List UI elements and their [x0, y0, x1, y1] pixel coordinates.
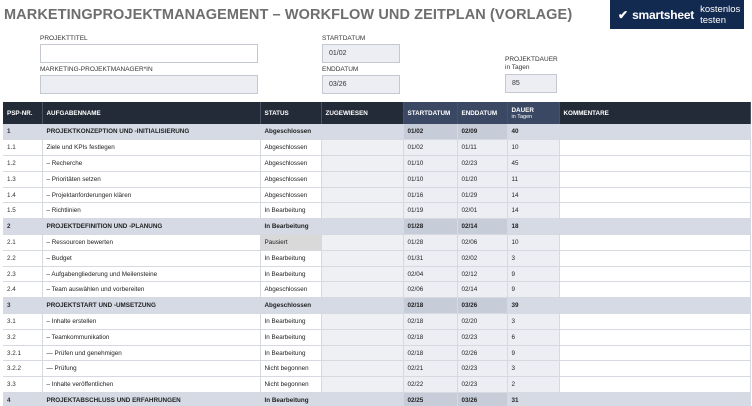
cell-id[interactable]: 2 — [3, 219, 42, 235]
table-row[interactable] — [3, 314, 750, 330]
cell-duration[interactable]: 18 — [507, 219, 559, 235]
table-row[interactable] — [3, 203, 750, 219]
table-row[interactable] — [3, 393, 750, 406]
cell-duration[interactable]: 10 — [507, 235, 559, 251]
cell-id[interactable]: 2.1 — [3, 235, 42, 251]
cell-status[interactable]: In Bearbeitung — [260, 203, 321, 219]
col-header-start[interactable]: STARTDATUM — [403, 102, 457, 124]
table-row[interactable] — [3, 329, 750, 345]
cell-duration[interactable]: 9 — [507, 282, 559, 298]
cell-comments[interactable] — [559, 140, 750, 156]
cell-task[interactable]: – Team auswählen und vorbereiten — [42, 282, 260, 298]
cell-assigned[interactable] — [321, 187, 403, 203]
cell-duration[interactable]: 9 — [507, 345, 559, 361]
project-duration-label: PROJEKTDAUER — [505, 56, 558, 63]
cell-id[interactable]: 3.2 — [3, 329, 42, 345]
cell-start[interactable]: 02/04 — [403, 266, 457, 282]
cell-comments[interactable] — [559, 156, 750, 172]
cell-status[interactable]: In Bearbeitung — [260, 266, 321, 282]
table-row[interactable] — [3, 124, 750, 140]
table-row[interactable] — [3, 171, 750, 187]
start-date-label: STARTDATUM — [322, 35, 366, 42]
cell-start[interactable]: 01/28 — [403, 219, 457, 235]
cell-task[interactable]: – Aufgabengliederung und Meilensteine — [42, 266, 260, 282]
manager-label: MARKETING-PROJEKTMANAGER*IN — [40, 66, 153, 73]
cell-start[interactable]: 02/21 — [403, 361, 457, 377]
cell-comments[interactable] — [559, 282, 750, 298]
cell-comments[interactable] — [559, 203, 750, 219]
cell-comments[interactable] — [559, 124, 750, 140]
start-date-field[interactable]: 01/02 — [322, 44, 400, 63]
cell-task[interactable]: – Inhalte erstellen — [42, 314, 260, 330]
cell-start[interactable]: 02/18 — [403, 345, 457, 361]
cell-end[interactable]: 02/14 — [457, 282, 507, 298]
table-row[interactable] — [3, 250, 750, 266]
project-title-input[interactable] — [40, 44, 258, 63]
cell-comments[interactable] — [559, 361, 750, 377]
cell-id[interactable]: 2.3 — [3, 266, 42, 282]
cell-status[interactable]: Pausiert — [260, 235, 321, 251]
cell-start[interactable]: 01/28 — [403, 235, 457, 251]
cell-comments[interactable] — [559, 329, 750, 345]
cell-end[interactable]: 01/11 — [457, 140, 507, 156]
cell-task[interactable]: – Budget — [42, 250, 260, 266]
cell-comments[interactable] — [559, 187, 750, 203]
cell-status[interactable]: Abgeschlossen — [260, 282, 321, 298]
cell-duration[interactable]: 3 — [507, 250, 559, 266]
cell-start[interactable]: 01/31 — [403, 250, 457, 266]
cell-assigned[interactable] — [321, 203, 403, 219]
cell-comments[interactable] — [559, 377, 750, 393]
cell-task[interactable]: – Prioritäten setzen — [42, 171, 260, 187]
cell-status[interactable]: Abgeschlossen — [260, 171, 321, 187]
table-row[interactable] — [3, 219, 750, 235]
cell-duration[interactable]: 10 — [507, 140, 559, 156]
cell-status[interactable]: In Bearbeitung — [260, 250, 321, 266]
cell-start[interactable]: 01/02 — [403, 140, 457, 156]
cell-task[interactable]: — Prüfen und genehmigen — [42, 345, 260, 361]
col-header-status[interactable]: STATUS — [260, 102, 321, 124]
end-date-field[interactable]: 03/26 — [322, 75, 400, 94]
cell-comments[interactable] — [559, 266, 750, 282]
cell-duration[interactable]: 3 — [507, 361, 559, 377]
smartsheet-check-icon: ✔ — [618, 7, 629, 22]
cell-start[interactable]: 01/19 — [403, 203, 457, 219]
cell-duration[interactable]: 14 — [507, 203, 559, 219]
cell-status[interactable]: In Bearbeitung — [260, 219, 321, 235]
cell-id[interactable]: 1.5 — [3, 203, 42, 219]
cell-id[interactable]: 1 — [3, 124, 42, 140]
table-row[interactable] — [3, 361, 750, 377]
cell-duration[interactable]: 3 — [507, 314, 559, 330]
cell-assigned[interactable] — [321, 266, 403, 282]
cell-comments[interactable] — [559, 235, 750, 251]
cell-comments[interactable] — [559, 298, 750, 314]
cell-duration[interactable]: 6 — [507, 329, 559, 345]
cell-end[interactable]: 03/26 — [457, 298, 507, 314]
cell-id[interactable]: 3 — [3, 298, 42, 314]
cell-task[interactable]: – Recherche — [42, 156, 260, 172]
cell-duration[interactable]: 14 — [507, 187, 559, 203]
table-row[interactable] — [3, 140, 750, 156]
cell-task[interactable]: — Prüfung — [42, 361, 260, 377]
cell-assigned[interactable] — [321, 124, 403, 140]
cell-end[interactable]: 02/01 — [457, 203, 507, 219]
cell-assigned[interactable] — [321, 282, 403, 298]
cell-end[interactable]: 03/26 — [457, 393, 507, 406]
cell-assigned[interactable] — [321, 250, 403, 266]
page-title: MARKETINGPROJEKTMANAGEMENT – WORKFLOW UND ZEITPLAN (VORLAGE) — [4, 7, 573, 23]
cell-start[interactable]: 02/18 — [403, 329, 457, 345]
cell-end[interactable]: 01/29 — [457, 187, 507, 203]
cell-start[interactable]: 02/25 — [403, 393, 457, 406]
cell-start[interactable]: 01/10 — [403, 156, 457, 172]
cell-status[interactable]: In Bearbeitung — [260, 329, 321, 345]
cell-end[interactable]: 02/06 — [457, 235, 507, 251]
cell-start[interactable]: 01/10 — [403, 171, 457, 187]
cell-comments[interactable] — [559, 171, 750, 187]
cell-start[interactable]: 02/06 — [403, 282, 457, 298]
project-title-label: PROJEKTTITEL — [40, 35, 88, 42]
cell-id[interactable]: 3.1 — [3, 314, 42, 330]
cell-comments[interactable] — [559, 250, 750, 266]
col-header-end[interactable]: ENDDATUM — [457, 102, 507, 124]
cell-duration[interactable]: 2 — [507, 377, 559, 393]
cell-task[interactable]: PROJEKTABSCHLUSS UND ERFAHRUNGEN — [42, 393, 260, 406]
cell-assigned[interactable] — [321, 377, 403, 393]
col-header-comments[interactable]: KOMMENTARE — [559, 102, 750, 124]
cell-assigned[interactable] — [321, 314, 403, 330]
cell-status[interactable]: Abgeschlossen — [260, 298, 321, 314]
smartsheet-trial-banner[interactable] — [610, 0, 744, 29]
cell-assigned[interactable] — [321, 140, 403, 156]
table-row[interactable] — [3, 156, 750, 172]
cell-task[interactable]: Ziele und KPIs festlegen — [42, 140, 260, 156]
cell-status[interactable]: Abgeschlossen — [260, 187, 321, 203]
cell-duration[interactable]: 11 — [507, 171, 559, 187]
cell-start[interactable]: 01/02 — [403, 124, 457, 140]
cell-assigned[interactable] — [321, 361, 403, 377]
cell-assigned[interactable] — [321, 393, 403, 406]
cell-task[interactable]: – Projektanforderungen klären — [42, 187, 260, 203]
cell-id[interactable]: 2.4 — [3, 282, 42, 298]
table-row[interactable] — [3, 187, 750, 203]
cell-duration[interactable]: 31 — [507, 393, 559, 406]
cell-start[interactable]: 02/18 — [403, 298, 457, 314]
cell-duration[interactable]: 45 — [507, 156, 559, 172]
cell-task[interactable]: PROJEKTSTART UND -UMSETZUNG — [42, 298, 260, 314]
cell-task[interactable]: – Inhalte veröffentlichen — [42, 377, 260, 393]
cell-id[interactable]: 1.3 — [3, 171, 42, 187]
cell-start[interactable]: 02/18 — [403, 314, 457, 330]
cell-id[interactable]: 4 — [3, 393, 42, 406]
col-header-duration-label: DAUER — [511, 106, 534, 114]
cell-task[interactable]: PROJEKTKONZEPTION UND -INITIALISIERUNG — [42, 124, 260, 140]
cell-end[interactable]: 02/23 — [457, 156, 507, 172]
cell-status[interactable]: Abgeschlossen — [260, 140, 321, 156]
table-row[interactable] — [3, 377, 750, 393]
cell-task[interactable]: – Teamkommunikation — [42, 329, 260, 345]
cell-id[interactable]: 3.2.2 — [3, 361, 42, 377]
cell-end[interactable]: 02/09 — [457, 124, 507, 140]
cell-end[interactable]: 02/23 — [457, 377, 507, 393]
task-table — [3, 102, 751, 406]
cell-end[interactable]: 02/02 — [457, 250, 507, 266]
col-header-duration[interactable] — [507, 102, 559, 124]
trial-link[interactable]: kostenlos testen — [700, 3, 741, 26]
cell-task[interactable]: – Ressourcen bewerten — [42, 235, 260, 251]
cell-status[interactable]: In Bearbeitung — [260, 393, 321, 406]
cell-id[interactable]: 3.2.1 — [3, 345, 42, 361]
cell-assigned[interactable] — [321, 345, 403, 361]
cell-assigned[interactable] — [321, 219, 403, 235]
table-row[interactable] — [3, 345, 750, 361]
col-header-task[interactable]: AUFGABENNAME — [42, 102, 260, 124]
col-header-assigned[interactable]: ZUGEWIESEN — [321, 102, 403, 124]
cell-status[interactable]: Abgeschlossen — [260, 156, 321, 172]
table-row[interactable] — [3, 282, 750, 298]
end-date-label: ENDDATUM — [322, 66, 359, 73]
cell-id[interactable]: 1.1 — [3, 140, 42, 156]
table-header — [3, 102, 750, 124]
cell-task[interactable]: – Richtlinien — [42, 203, 260, 219]
table-row[interactable] — [3, 266, 750, 282]
cell-assigned[interactable] — [321, 235, 403, 251]
cell-duration[interactable]: 40 — [507, 124, 559, 140]
cell-status[interactable]: Nicht begonnen — [260, 377, 321, 393]
cell-assigned[interactable] — [321, 298, 403, 314]
cell-id[interactable]: 3.3 — [3, 377, 42, 393]
cell-comments[interactable] — [559, 393, 750, 406]
cell-end[interactable]: 02/23 — [457, 329, 507, 345]
cell-id[interactable]: 1.2 — [3, 156, 42, 172]
cell-assigned[interactable] — [321, 171, 403, 187]
cell-id[interactable]: 1.4 — [3, 187, 42, 203]
cell-end[interactable]: 02/12 — [457, 266, 507, 282]
project-duration-field: 85 — [505, 74, 557, 93]
cell-start[interactable]: 01/16 — [403, 187, 457, 203]
cell-duration[interactable]: 9 — [507, 266, 559, 282]
cell-id[interactable]: 2.2 — [3, 250, 42, 266]
cell-end[interactable]: 02/26 — [457, 345, 507, 361]
table-row[interactable] — [3, 298, 750, 314]
cell-task[interactable]: PROJEKTDEFINITION UND -PLANUNG — [42, 219, 260, 235]
cell-status[interactable]: In Bearbeitung — [260, 345, 321, 361]
manager-input[interactable] — [40, 75, 258, 94]
cell-assigned[interactable] — [321, 156, 403, 172]
col-header-id[interactable]: PSP-NR. — [3, 102, 42, 124]
cell-status[interactable]: Abgeschlossen — [260, 124, 321, 140]
table-row[interactable] — [3, 235, 750, 251]
cell-comments[interactable] — [559, 219, 750, 235]
cell-comments[interactable] — [559, 314, 750, 330]
cell-comments[interactable] — [559, 345, 750, 361]
project-duration-sub: in Tagen — [505, 64, 530, 71]
cell-status[interactable]: Nicht begonnen — [260, 361, 321, 377]
col-header-duration-sub: in Tagen — [511, 113, 533, 120]
cell-status[interactable]: In Bearbeitung — [260, 314, 321, 330]
brand-logo: smartsheet — [632, 7, 695, 22]
cell-end[interactable]: 02/14 — [457, 219, 507, 235]
cell-assigned[interactable] — [321, 329, 403, 345]
cell-end[interactable]: 01/20 — [457, 171, 507, 187]
cell-duration[interactable]: 39 — [507, 298, 559, 314]
cell-start[interactable]: 02/22 — [403, 377, 457, 393]
cell-end[interactable]: 02/20 — [457, 314, 507, 330]
cell-end[interactable]: 02/23 — [457, 361, 507, 377]
